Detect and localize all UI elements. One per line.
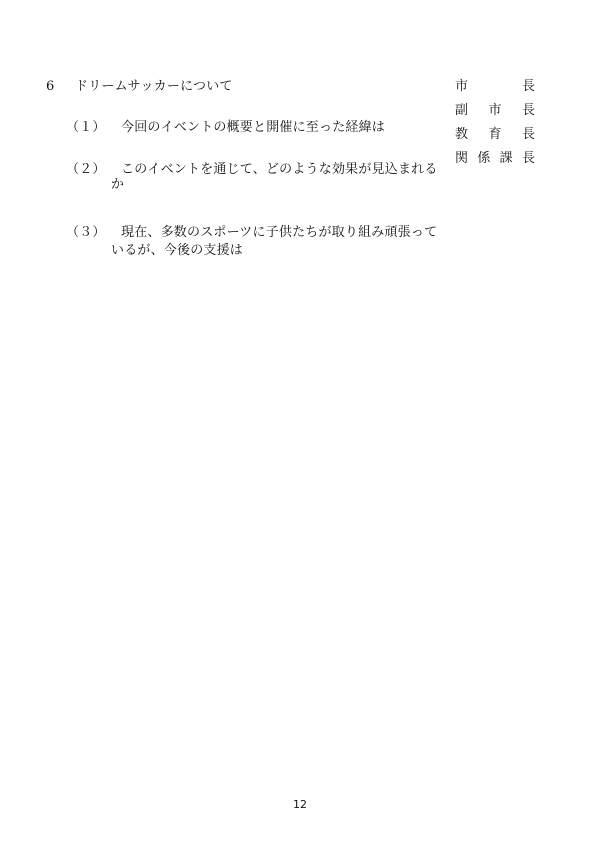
respondent-char: 長 (521, 79, 535, 94)
question-text-line: か (111, 177, 125, 192)
question-text-line: 現在、多数のスポーツに子供たちが取り組み頑張って (121, 225, 438, 240)
respondent-superintendent (455, 126, 535, 150)
respondent-char: 市 (488, 103, 502, 118)
respondent-mayor (455, 78, 535, 102)
question-number: （２） (66, 162, 106, 177)
respondents-column (455, 78, 535, 174)
respondent-char: 長 (521, 103, 535, 118)
question-text: 今回のイベントの概要と開催に至った経緯は (121, 120, 386, 135)
page-number: 12 (293, 798, 307, 811)
respondent-char: 副 (455, 103, 469, 118)
question-number: （３） (66, 225, 106, 240)
question-number: （１） (66, 120, 106, 135)
respondent-deputy-mayor (455, 102, 535, 126)
respondent-char: 長 (521, 127, 535, 142)
respondent-char: 育 (488, 127, 502, 142)
respondent-char: 教 (455, 127, 469, 142)
question-text-line: いるが、今後の支援は (111, 243, 244, 258)
respondent-char: 市 (455, 79, 469, 94)
question-text-line: このイベントを通じて、どのような効果が見込まれる (121, 162, 438, 177)
section-number: 6 (46, 79, 55, 94)
respondent-char: 課 (499, 151, 513, 166)
respondent-section-chiefs (455, 150, 535, 174)
respondent-char: 係 (477, 151, 491, 166)
section-title: ドリームサッカーについて (75, 79, 233, 94)
respondent-char: 関 (455, 151, 469, 166)
respondent-char: 長 (521, 151, 535, 166)
